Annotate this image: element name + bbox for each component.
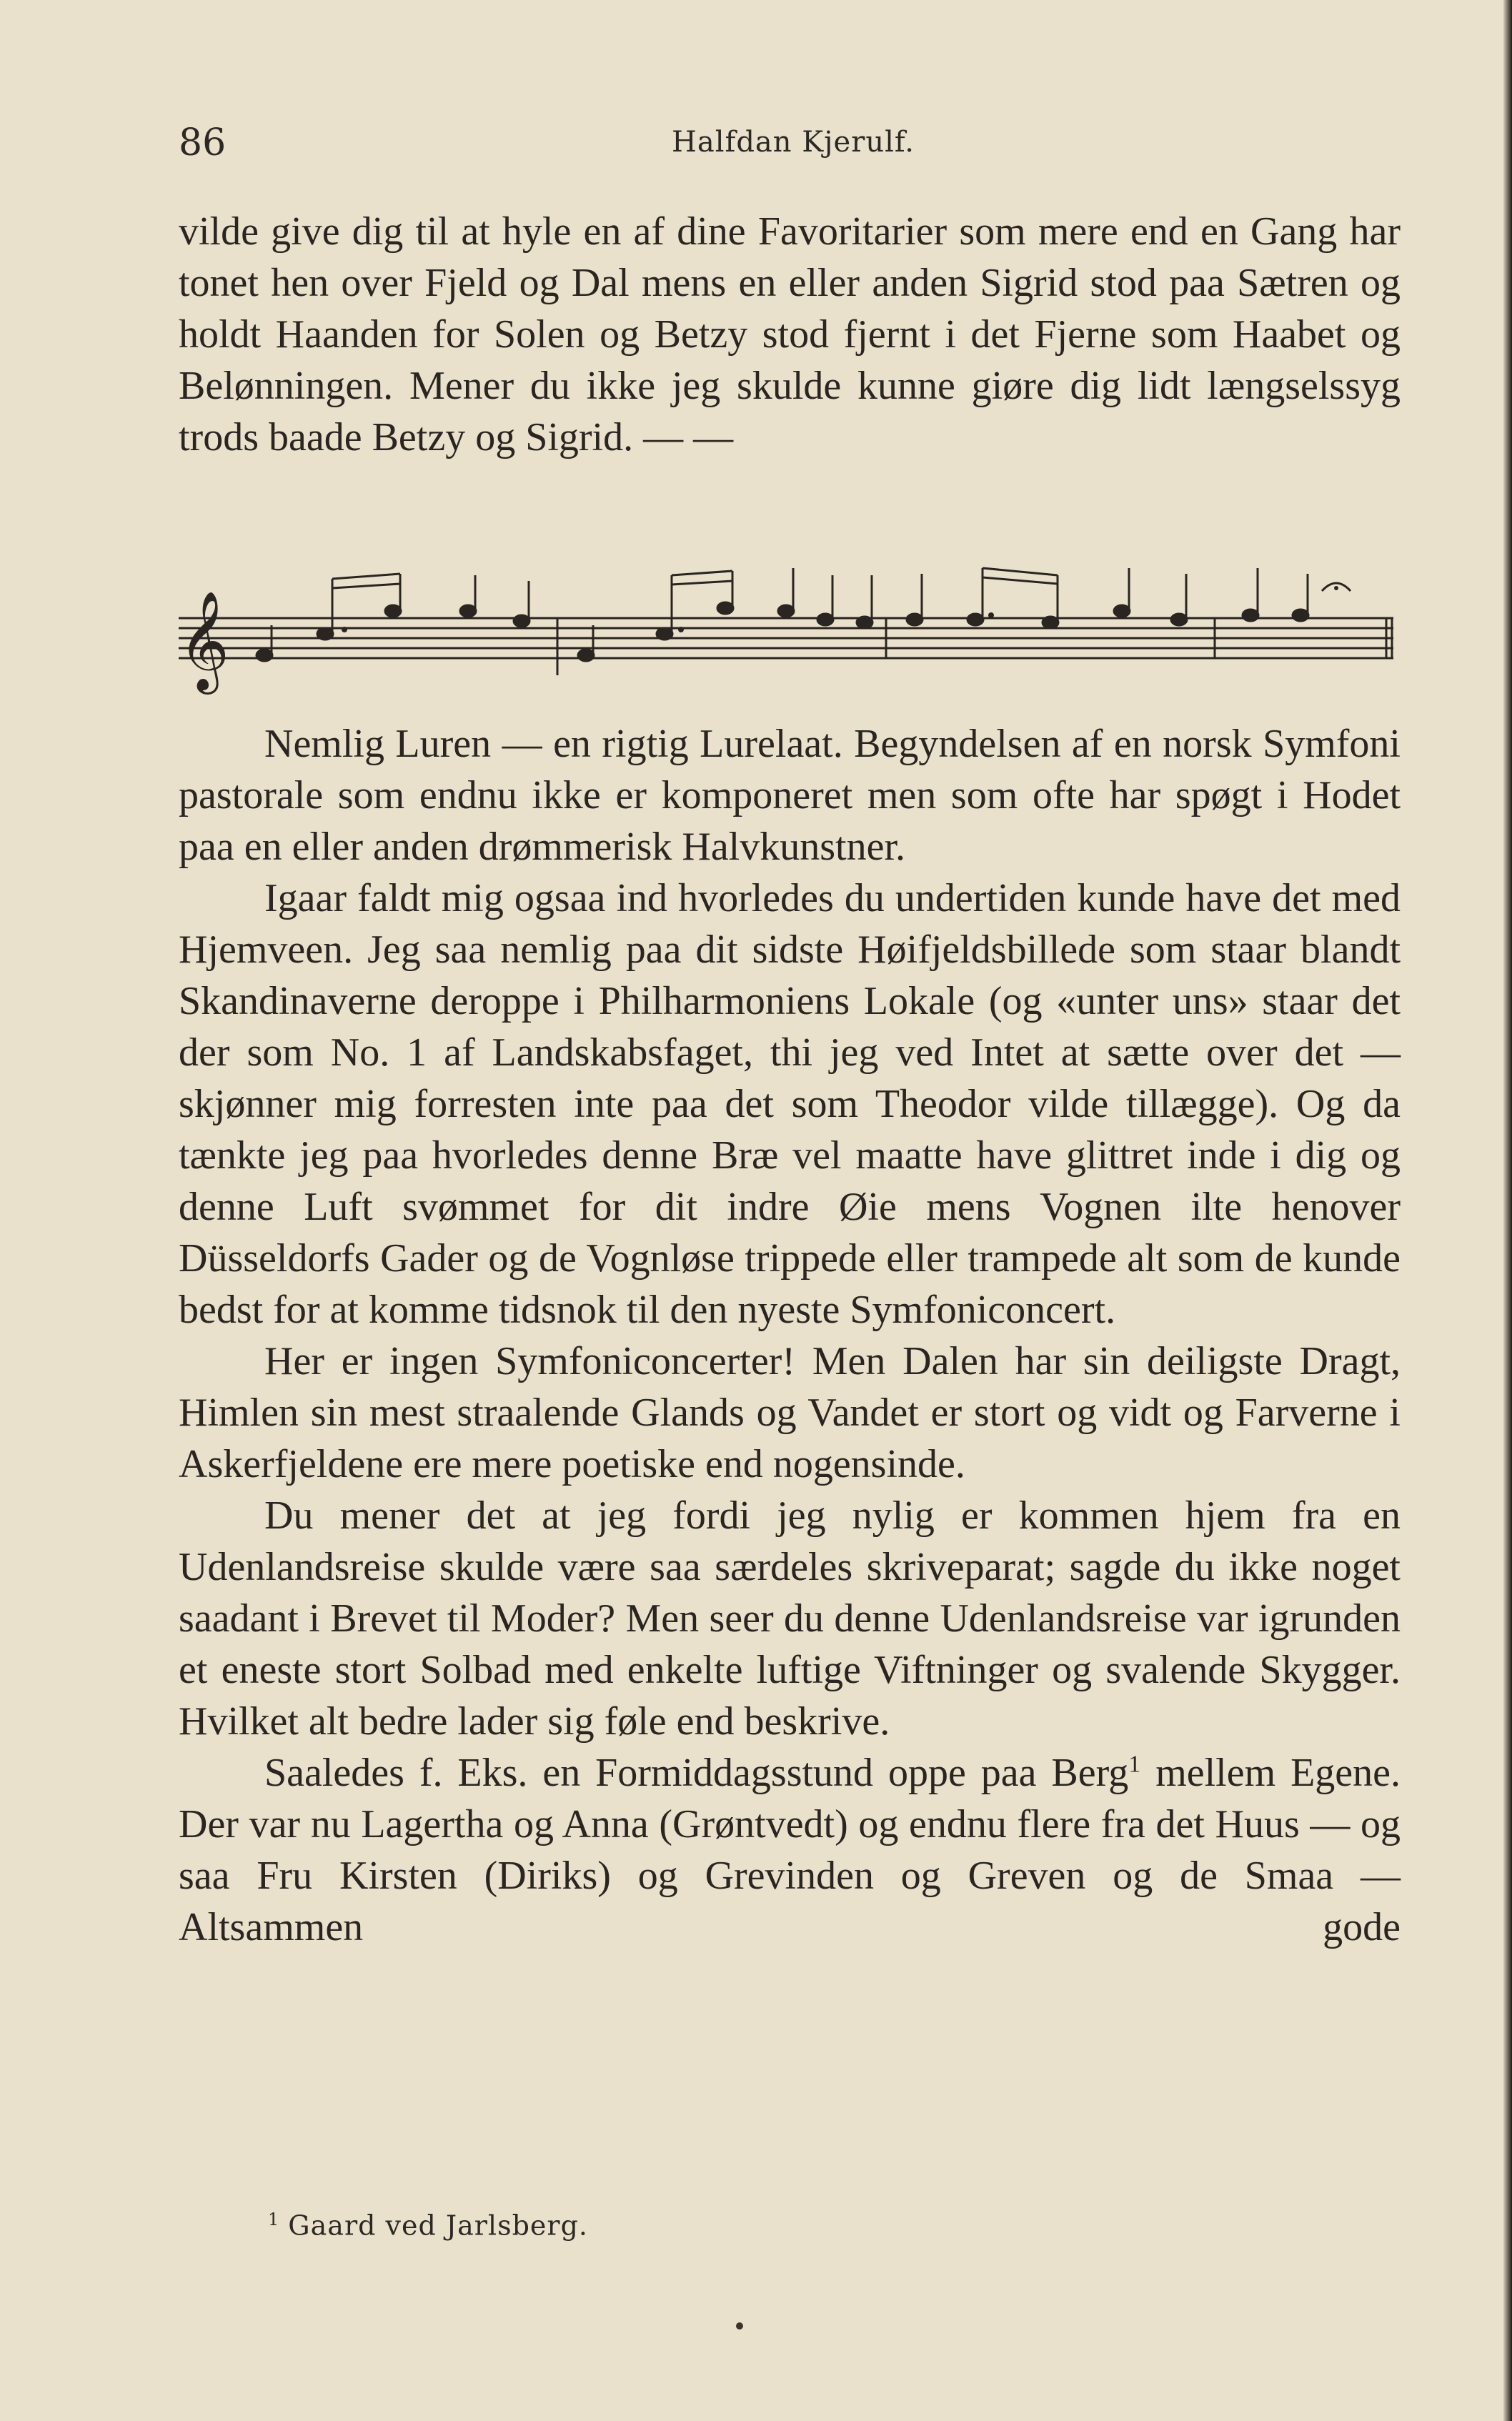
paragraph: Nemlig Luren — en rigtig Lurelaat. Begyndelsen af en norsk Symfoni pastorale som endnu ikke er komponeret men som ofte har spøgt i Hodet paa en eller anden drømmerisk Halvkunstner. xyxy=(179,722,1401,869)
page-edge-shadow xyxy=(1503,0,1512,2421)
paragraph: Du mener det at jeg fordi jeg nylig er kommen hjem fra en Udenlandsreise skulde være saa særdeles skriveparat; sagde du ikke noget saadant i Brevet til Moder? Men seer du denne Udenlandsreise var igrunden et eneste stort Solbad med enkelte luftige Viftninger og svalende Skygger. Hvilket alt bedre lader sig føle end beskrive. xyxy=(179,1493,1401,1744)
paragraph: Igaar faldt mig ogsaa ind hvorledes du undertiden kunde have det med Hjemveen. Jeg saa nemlig paa dit sidste Høifjeldsbillede som staar blandt Skandinaverne deroppe i Philharmoniens Lokale (og «unter uns» staar det der som No. 1 af Landskabsfaget, thi jeg ved Intet at sætte over det — skjønner mig forresten inte paa det som Theodor vilde tillægge). Og da tænkte jeg paa hvorledes denne Bræ vel maatte have glittret inde i dig og denne Luft svømmet for dit indre Øie mens Vognen ilte henover Düsseldorfs Gader og de Vognløse trippede eller trampede alt som de kunde bedst for at komme tidsnok til den nyeste Symfoniconcert. xyxy=(179,876,1401,1332)
musical-staff-notation xyxy=(179,540,1408,697)
page-number: 86 xyxy=(179,121,227,164)
footnote xyxy=(268,2209,588,2242)
paragraph: Her er ingen Symfoniconcerter! Men Dalen har sin deiligste Dragt, Himlen sin mest straalende Glands og Vandet er stort og vidt og Farverne i Askerfjeldene ere mere poetiske end nogensinde. xyxy=(179,1339,1401,1486)
paragraph-with-footnote xyxy=(179,1747,1401,1953)
paragraph: vilde give dig til at hyle en af dine Favoritarier som mere end en Gang har tonet hen over Fjeld og Dal mens en eller anden Sigrid stod paa Sætren og holdt Haanden for Solen og Betzy stod fjernt i det Fjerne som Haabet og Belønningen. Mener du ikke jeg skulde kunne giøre dig lidt længselssyg trods baade Betzy og Sigrid. — — xyxy=(179,209,1401,459)
footnote-text: Gaard ved Jarlsberg. xyxy=(288,2209,588,2242)
text-block-top xyxy=(179,206,1401,463)
paragraph-text-end: mellem Egene. Der var nu Lagertha og Anna (Grøntvedt) og endnu flere fra det Huus — og saa Fru Kirsten (Diriks) og Grevinden og Greven og de Smaa — Altsammen gode xyxy=(179,1751,1401,1949)
paragraph-text-start: Saaledes f. Eks. en Formiddagsstund oppe paa Berg xyxy=(264,1751,1129,1795)
footnote-reference: 1 xyxy=(1128,1751,1141,1778)
treble-clef-icon: 𝄞 xyxy=(179,591,229,690)
running-head: Halfdan Kjerulf. xyxy=(672,126,915,159)
footnote-marker: 1 xyxy=(268,2209,280,2229)
paper-speck xyxy=(736,2322,743,2330)
text-block-main xyxy=(179,718,1401,1953)
page-header xyxy=(179,121,1408,171)
